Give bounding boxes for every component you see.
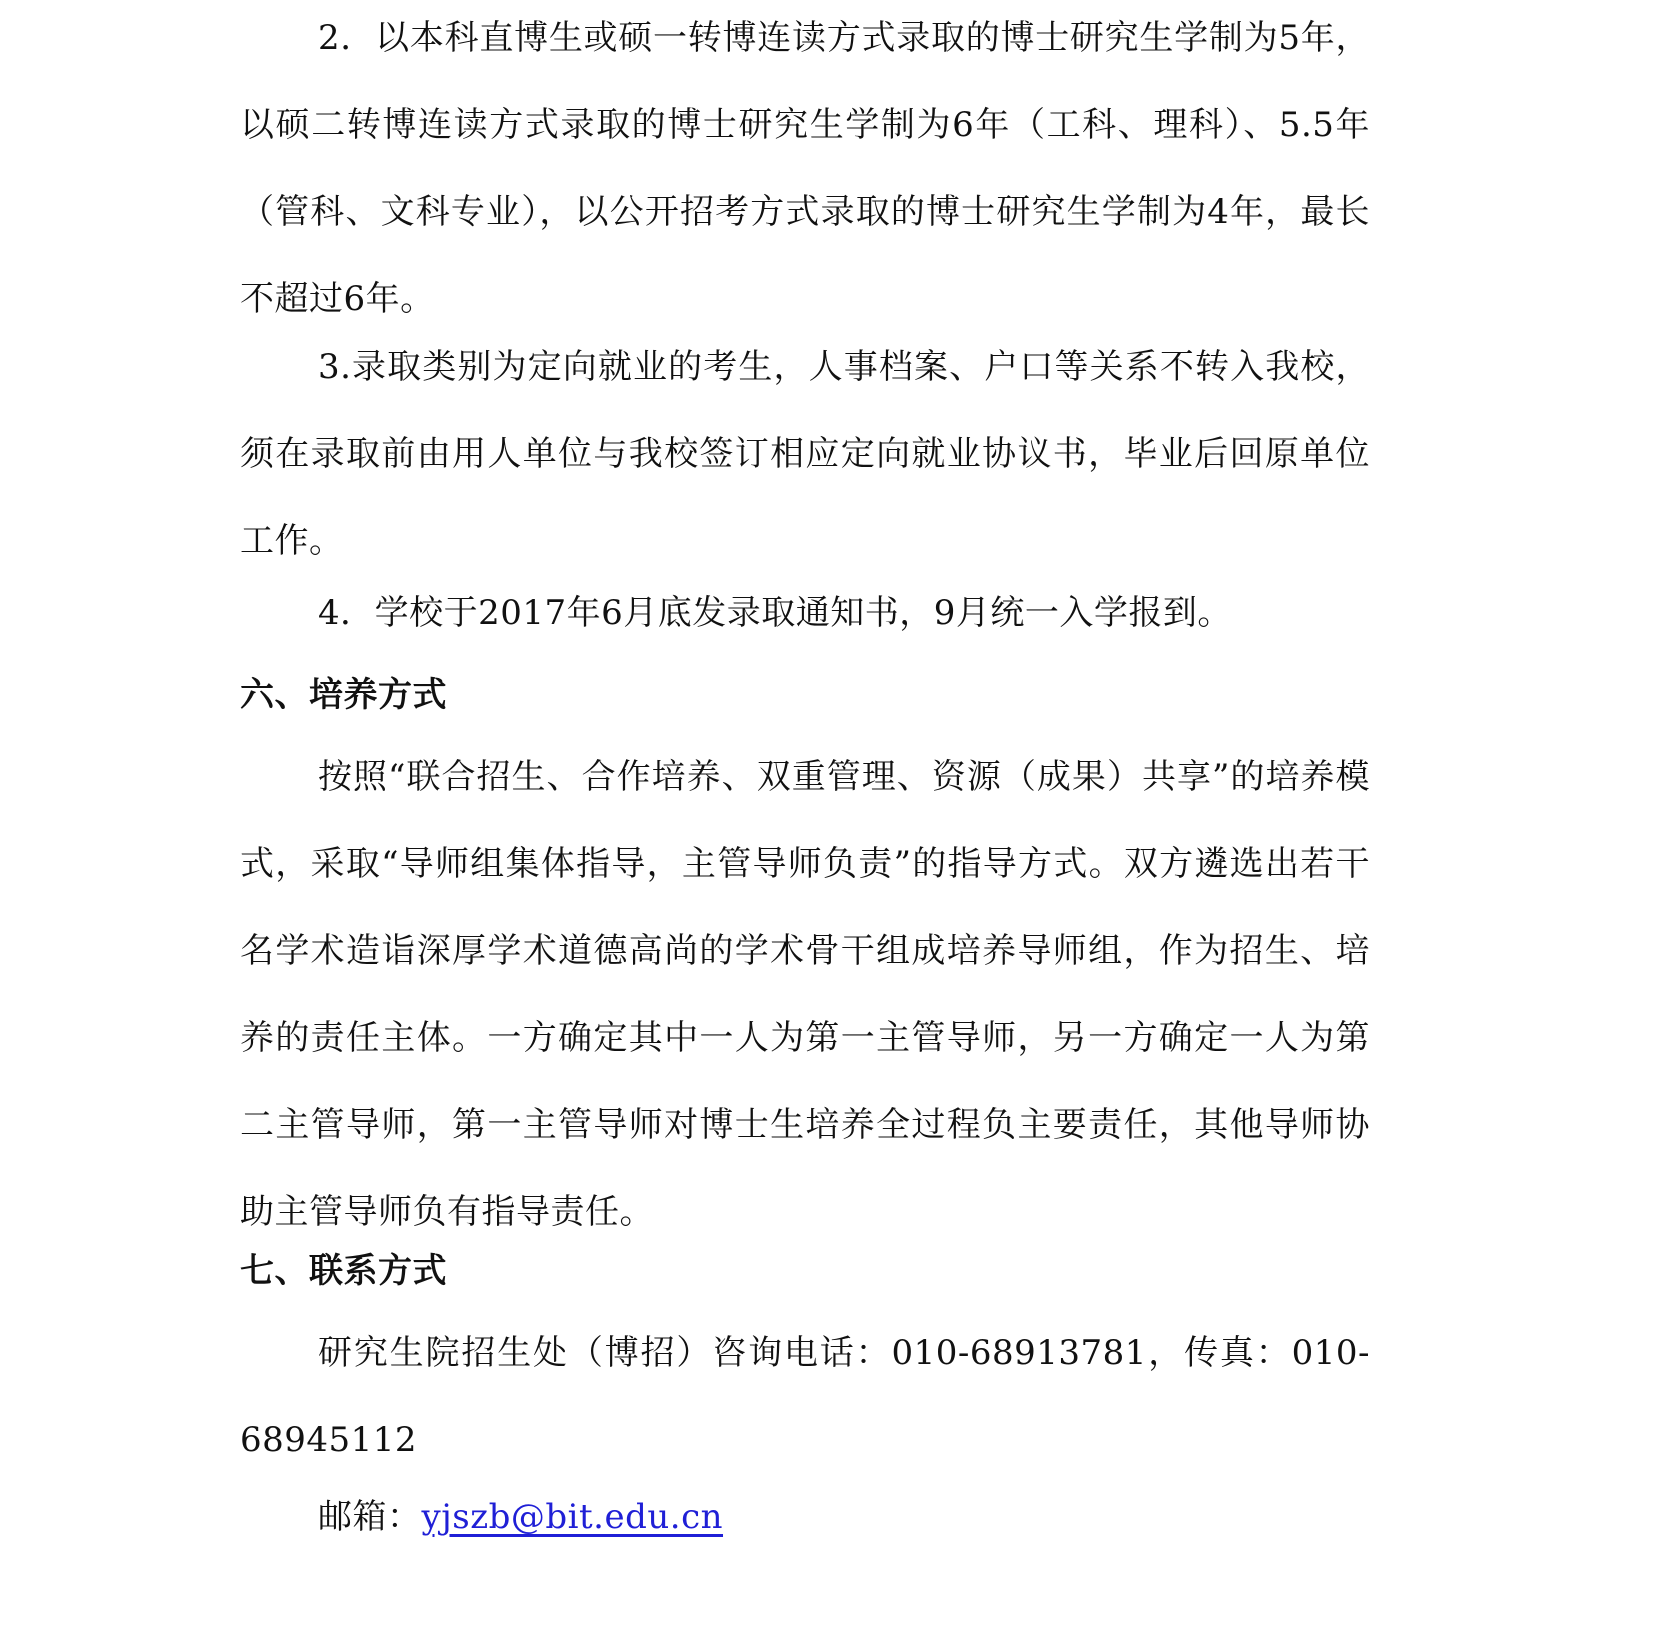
section-heading-training: 六、培养方式: [240, 675, 447, 715]
paragraph-directed-employment: 3.录取类别为定向就业的考生，人事档案、户口等关系不转入我校，须在录取前由用人单位与我校签订相应定向就业协议书，毕业后回原单位工作。: [240, 347, 1370, 561]
paragraph-email: [240, 1474, 1370, 1561]
paragraph-training-mode: 按照“联合招生、合作培养、双重管理、资源（成果）共享”的培养模式，采取“导师组集体指导，主管导师负责”的指导方式。双方遴选出若干名学术造诣深厚学术道德高尚的学术骨干组成培养导师组，作为招生、培养的责任主体。一方确定其中一人为第一主管导师，另一方确定一人为第二主管导师，第一主管导师对博士生培养全过程负主要责任，其他导师协助主管导师负有指导责任。: [240, 757, 1370, 1232]
paragraph-admission-notice: 4．学校于2017年6月底发录取通知书，9月统一入学报到。: [318, 593, 1232, 633]
paragraph-duration: 2．以本科直博生或硕一转博连读方式录取的博士研究生学制为5年，以硕二转博连读方式录取的博士研究生学制为6年（工科、理科）、5.5年（管科、文科专业），以公开招考方式录取的博士研究生学制为4年，最长不超过6年。: [240, 18, 1370, 319]
paragraph-phone-fax: 研究生院招生处（博招）咨询电话：010-68913781，传真：010-68945112: [240, 1333, 1370, 1460]
email-link[interactable]: yjszb@bit.edu.cn: [421, 1497, 724, 1537]
document-page: [240, 0, 1370, 1633]
email-label: 邮箱：: [318, 1497, 422, 1537]
section-heading-contact: 七、联系方式: [240, 1251, 447, 1291]
